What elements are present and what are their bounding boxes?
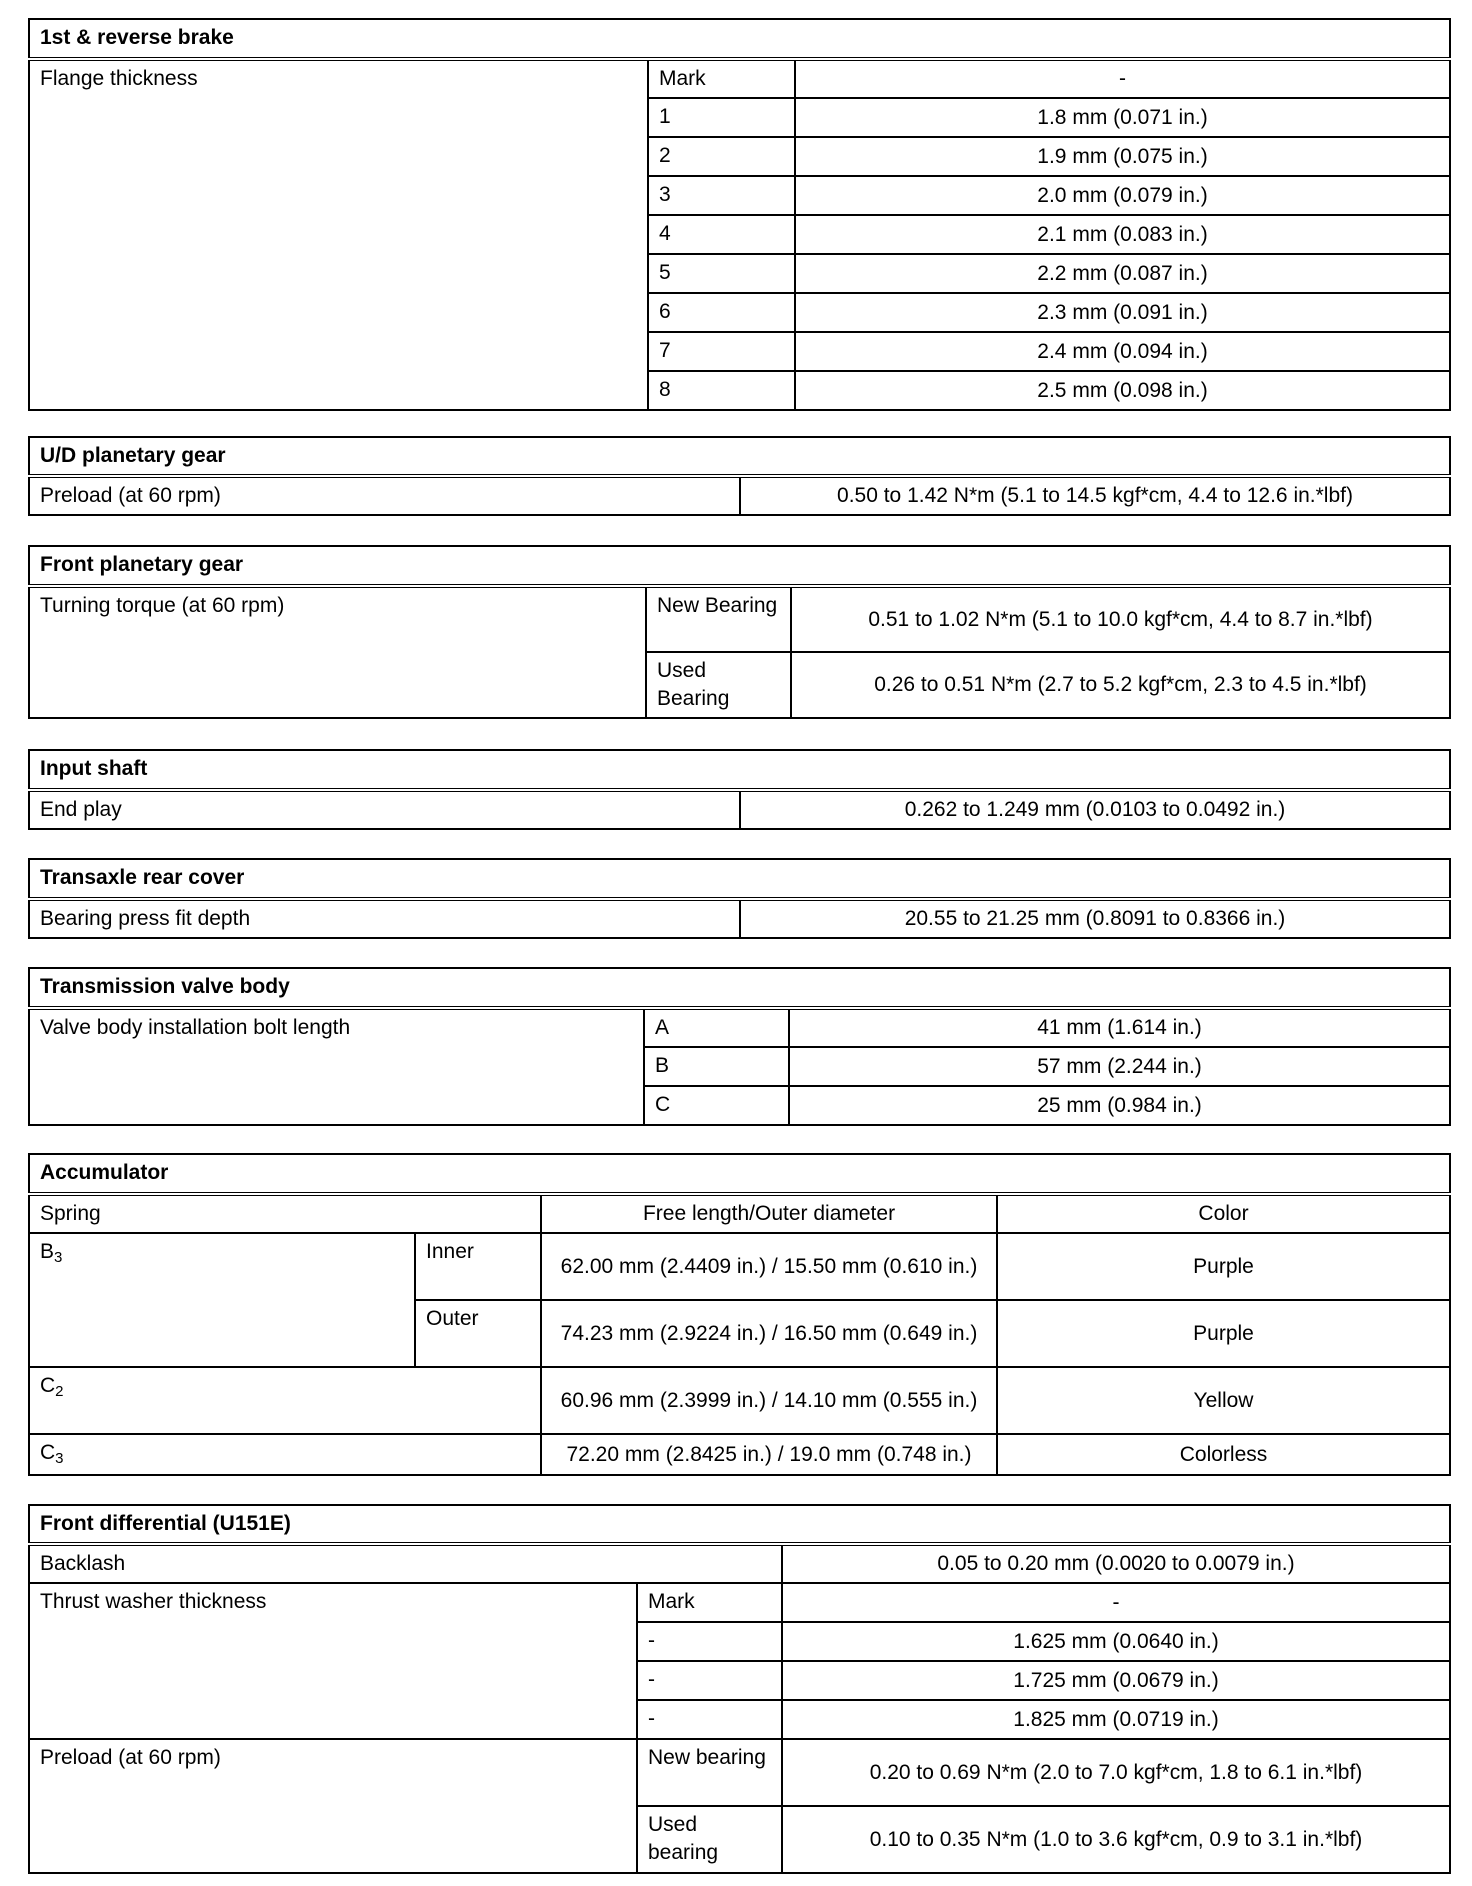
section-title: Input shaft [29, 750, 1450, 790]
value-cell: 57 mm (2.244 in.) [789, 1047, 1450, 1086]
length-cell: 72.20 mm (2.8425 in.) / 19.0 mm (0.748 in.) [541, 1434, 997, 1475]
length-cell: 60.96 mm (2.3999 in.) / 14.10 mm (0.555 in.) [541, 1367, 997, 1434]
mark-cell: 6 [648, 293, 795, 332]
condition-cell: New bearing [637, 1739, 782, 1806]
value-header: - [782, 1583, 1450, 1622]
spring-c2: $C_2$ [29, 1367, 541, 1434]
mark-header: Mark [637, 1583, 782, 1622]
length-header: Free length/Outer diameter [541, 1194, 997, 1233]
input-shaft-table [28, 749, 1451, 830]
mark-cell: 5 [648, 254, 795, 293]
row-label: End play [29, 790, 740, 829]
bolt-cell: C [644, 1086, 789, 1125]
mark-cell: 1 [648, 98, 795, 137]
color-header: Color [997, 1194, 1450, 1233]
section-title: Accumulator [29, 1154, 1450, 1194]
row-label: Preload (at 60 rpm) [29, 476, 740, 515]
front-differential-table [28, 1504, 1451, 1874]
section-title: 1st & reverse brake [29, 19, 1450, 59]
spring-header: Spring [29, 1194, 541, 1233]
row-label: Bearing press fit depth [29, 899, 740, 938]
value-cell: 0.262 to 1.249 mm (0.0103 to 0.0492 in.) [740, 790, 1450, 829]
condition-cell: Used Bearing [646, 652, 791, 718]
row-label: Flange thickness [29, 59, 648, 410]
value-cell: 2.0 mm (0.079 in.) [795, 176, 1450, 215]
backlash-value: 0.05 to 0.20 mm (0.0020 to 0.0079 in.) [782, 1544, 1450, 1583]
section-title: Transaxle rear cover [29, 859, 1450, 899]
front-planetary-table [28, 545, 1451, 719]
value-cell: 1.625 mm (0.0640 in.) [782, 1622, 1450, 1661]
value-cell: 0.10 to 0.35 N*m (1.0 to 3.6 kgf*cm, 0.9 to 3.1 in.*lbf) [782, 1806, 1450, 1873]
mark-cell: 8 [648, 371, 795, 410]
condition-cell: Used bearing [637, 1806, 782, 1873]
mark-cell: - [637, 1661, 782, 1700]
value-cell: 2.1 mm (0.083 in.) [795, 215, 1450, 254]
condition-cell: New Bearing [646, 586, 791, 652]
reverse-brake-table [28, 18, 1451, 411]
washer-label: Thrust washer thickness [29, 1583, 637, 1739]
value-cell: 2.5 mm (0.098 in.) [795, 371, 1450, 410]
value-cell: 20.55 to 21.25 mm (0.8091 to 0.8366 in.) [740, 899, 1450, 938]
value-cell: 2.3 mm (0.091 in.) [795, 293, 1450, 332]
section-title: U/D planetary gear [29, 437, 1450, 476]
spring-position: Outer [415, 1300, 541, 1367]
mark-cell: 2 [648, 137, 795, 176]
value-header: - [795, 59, 1450, 98]
mark-cell: - [637, 1700, 782, 1739]
value-cell: 41 mm (1.614 in.) [789, 1008, 1450, 1047]
mark-header: Mark [648, 59, 795, 98]
value-cell: 1.725 mm (0.0679 in.) [782, 1661, 1450, 1700]
spring-position: Inner [415, 1233, 541, 1300]
color-cell: Purple [997, 1300, 1450, 1367]
mark-cell: 4 [648, 215, 795, 254]
ud-planetary-table [28, 436, 1451, 516]
value-cell: 1.9 mm (0.075 in.) [795, 137, 1450, 176]
bolt-cell: A [644, 1008, 789, 1047]
mark-cell: 3 [648, 176, 795, 215]
row-label: Valve body installation bolt length [29, 1008, 644, 1125]
value-cell: 0.51 to 1.02 N*m (5.1 to 10.0 kgf*cm, 4.4 to 8.7 in.*lbf) [791, 586, 1450, 652]
accumulator-table [28, 1153, 1451, 1476]
bolt-cell: B [644, 1047, 789, 1086]
row-label: Turning torque (at 60 rpm) [29, 586, 646, 718]
value-cell: 2.4 mm (0.094 in.) [795, 332, 1450, 371]
value-cell: 1.825 mm (0.0719 in.) [782, 1700, 1450, 1739]
color-cell: Colorless [997, 1434, 1450, 1475]
backlash-label: Backlash [29, 1544, 782, 1583]
value-cell: 1.8 mm (0.071 in.) [795, 98, 1450, 137]
value-cell: 0.50 to 1.42 N*m (5.1 to 14.5 kgf*cm, 4.4 to 12.6 in.*lbf) [740, 476, 1450, 515]
length-cell: 62.00 mm (2.4409 in.) / 15.50 mm (0.610 in.) [541, 1233, 997, 1300]
spring-b3: $B_3$ [29, 1233, 415, 1367]
mark-cell: - [637, 1622, 782, 1661]
spring-c3: $C_3$ [29, 1434, 541, 1475]
color-cell: Yellow [997, 1367, 1450, 1434]
length-cell: 74.23 mm (2.9224 in.) / 16.50 mm (0.649 in.) [541, 1300, 997, 1367]
value-cell: 0.20 to 0.69 N*m (2.0 to 7.0 kgf*cm, 1.8 to 6.1 in.*lbf) [782, 1739, 1450, 1806]
value-cell: 2.2 mm (0.087 in.) [795, 254, 1450, 293]
valve-body-table [28, 967, 1451, 1126]
rear-cover-table [28, 858, 1451, 939]
color-cell: Purple [997, 1233, 1450, 1300]
mark-cell: 7 [648, 332, 795, 371]
section-title: Transmission valve body [29, 968, 1450, 1008]
preload-label: Preload (at 60 rpm) [29, 1739, 637, 1873]
section-title: Front differential (U151E) [29, 1505, 1450, 1544]
section-title: Front planetary gear [29, 546, 1450, 586]
value-cell: 25 mm (0.984 in.) [789, 1086, 1450, 1125]
value-cell: 0.26 to 0.51 N*m (2.7 to 5.2 kgf*cm, 2.3 to 4.5 in.*lbf) [791, 652, 1450, 718]
